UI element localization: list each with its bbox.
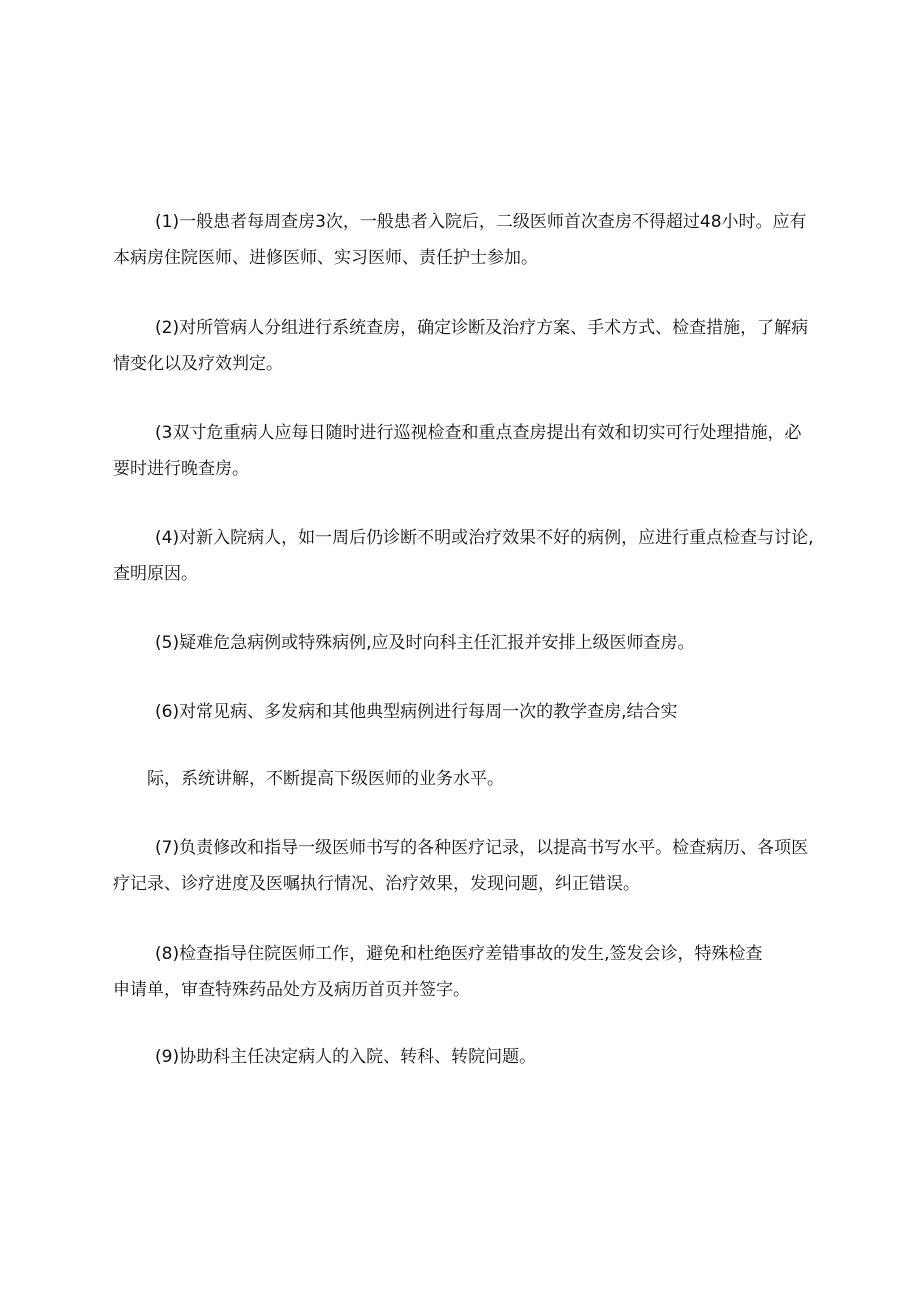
paragraph-7-line-2: 疗记录、诊疗进度及医嘱执行情况、治疗效果，发现问题，纠正错误。 [113, 874, 640, 894]
paragraph-1-line-2: 本病房住院医师、进修医师、实习医师、责任护士参加。 [113, 248, 538, 268]
paragraph-6-line-1: (6)对常见病、多发病和其他典型病例进行每周一次的教学查房,结合实 [155, 702, 678, 722]
paragraph-6-continuation: 际，系统讲解，不断提高下级医师的业务水平。 [147, 769, 504, 789]
paragraph-4-line-2: 查明原因。 [113, 564, 198, 584]
paragraph-1-line-1: (1)一般患者每周查房3次，一般患者入院后，二级医师首次查房不得超过48小时。应有 [155, 212, 807, 232]
paragraph-8-line-1: (8)检查指导住院医师工作，避免和杜绝医疗差错事故的发生,签发会诊，特殊检查 [155, 944, 763, 964]
paragraph-7-line-1: (7)负责修改和指导一级医师书写的各种医疗记录，以提高书写水平。检查病历、各项医 [155, 838, 809, 858]
paragraph-5-line-1: (5)疑难危急病例或特殊病例,应及时向科主任汇报并安排上级医师查房。 [155, 633, 695, 653]
paragraph-3-line-1: (3双寸危重病人应每日随时进行巡视检查和重点查房提出有效和切实可行处理措施，必 [155, 423, 802, 443]
paragraph-9-line-1: (9)协助科主任决定病人的入院、转科、转院问题。 [155, 1047, 537, 1067]
paragraph-2-line-2: 情变化以及疗效判定。 [113, 354, 283, 374]
paragraph-2-line-1: (2)对所管病人分组进行系统查房，确定诊断及治疗方案、手术方式、检查措施，了解病 [155, 318, 809, 338]
paragraph-3-line-2: 要时进行晚查房。 [113, 459, 249, 479]
paragraph-8-line-2: 申请单，审查特殊药品处方及病历首页并签字。 [113, 980, 470, 1000]
paragraph-4-line-1: (4)对新入院病人，如一周后仍诊断不明或治疗效果不好的病例，应进行重点检查与讨论, [155, 528, 814, 548]
